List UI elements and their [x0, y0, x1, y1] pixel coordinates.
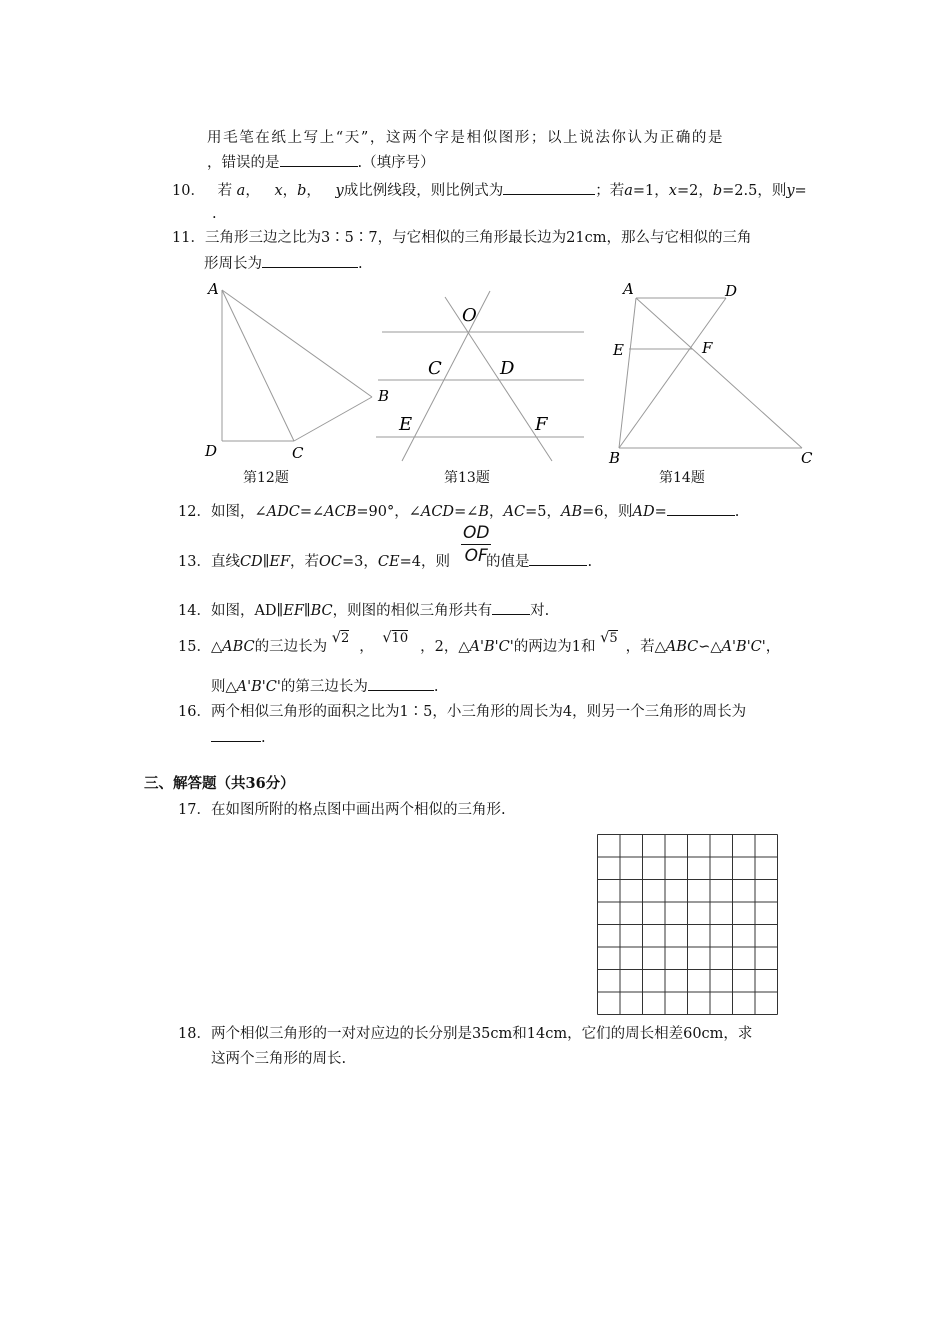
fig13-label-o: O: [462, 305, 477, 326]
fig12-label-d: D: [205, 442, 218, 460]
fig13-label-c: C: [428, 358, 442, 379]
q15-sqrt5: √5: [600, 630, 618, 646]
q14-line: 14．如图，AD∥EF∥BC，则图的相似三角形共有 对.: [178, 600, 549, 621]
fig13-caption: 第13题: [444, 470, 490, 486]
q17-line: 17．在如图所附的格点图中画出两个相似的三角形.: [178, 802, 506, 818]
q11-perimeter-blank[interactable]: [262, 253, 358, 268]
q15-line1: 15．△ABC的三边长为 √2， √10，2，△A'B'C'的两边为1和 √5，若△ABC∽△A'B'C'，: [178, 630, 781, 655]
q18-line2: 这两个三角形的周长.: [211, 1051, 347, 1067]
q13-fraction: [461, 522, 491, 567]
fig12-line-ac: [222, 290, 294, 441]
figure-14: [600, 278, 825, 468]
q11-line2: 形周长为 .: [204, 253, 363, 274]
section-3-title: 三、解答题（共36分）: [144, 775, 295, 792]
fig14-caption: 第14题: [659, 470, 705, 486]
q15-sqrt2: √2: [331, 630, 350, 646]
q9-wrong-blank[interactable]: [280, 152, 358, 167]
fig14-label-a: A: [623, 280, 634, 298]
fig14-label-b: B: [609, 449, 621, 467]
figure-12: [200, 280, 390, 462]
q18-line1: 18．两个相似三角形的一对对应边的长分别是35cm和14cm，它们的周长相差60cm，求: [178, 1026, 753, 1042]
fig12-line-ab: [222, 290, 372, 397]
fig14-line-db: [619, 298, 726, 448]
q16-line1: 16．两个相似三角形的面积之比为1∶5，小三角形的周长为4，则另一个三角形的周长为: [178, 704, 747, 720]
q10-proportion-blank[interactable]: [503, 180, 595, 195]
q17-dot-grid[interactable]: [596, 833, 780, 1015]
fig13-label-d: D: [500, 358, 515, 379]
q12-line: 12．如图，∠ADC=∠ACB=90°，∠ACD=∠B，AC=5，AB=6，则AD= .: [178, 501, 739, 522]
q9-line1: 用毛笔在纸上写上“天”，这两个字是相似图形；以上说法你认为正确的是: [207, 130, 725, 146]
fig12-label-a: A: [208, 280, 219, 298]
q13-fraction-denominator: OF: [464, 546, 488, 566]
q15-line2: 则△A'B'C'的第三边长为 .: [211, 676, 438, 697]
fig12-caption: 第12题: [243, 470, 289, 486]
fig12-label-b: B: [378, 387, 390, 405]
q9-line2: ，错误的是 .（填序号）: [207, 152, 435, 173]
q10-line2: .: [212, 206, 217, 222]
fig13-label-e: E: [399, 414, 413, 435]
fig12-line-cb: [294, 397, 372, 441]
fig13-label-f: F: [535, 414, 548, 435]
fig12-label-c: C: [292, 444, 304, 462]
q11-line1: 11．三角形三边之比为3∶5∶7，与它相似的三角形最长边为21cm，那么与它相似的三角: [172, 230, 752, 246]
fig14-label-d: D: [725, 282, 738, 300]
fig14-line-ab: [619, 298, 636, 448]
q15-sqrt10: √10: [382, 630, 409, 646]
q10-line1: 10． 若 a， x，b， y成比例线段，则比例式为 ；若a=1，x=2，b=2.5，则y=: [172, 180, 807, 201]
q14-count-blank[interactable]: [492, 600, 530, 615]
fig13-line-oe: [402, 291, 490, 461]
q12-ad-blank[interactable]: [667, 501, 735, 516]
fig14-label-f: F: [702, 339, 713, 357]
q13-line: 13．直线CD∥EF，若OC=3，CE=4，则 的值是 .: [178, 551, 592, 572]
fig14-label-c: C: [801, 449, 813, 467]
q16-perimeter-blank[interactable]: [211, 727, 261, 742]
q15-side-blank[interactable]: [368, 676, 434, 691]
q16-line2: .: [211, 727, 266, 748]
fig14-label-e: E: [613, 341, 624, 359]
q13-fraction-numerator: OD: [463, 523, 490, 543]
fig14-line-ac: [636, 298, 802, 448]
q13-value-blank[interactable]: [529, 551, 587, 566]
figure-13: [370, 285, 590, 470]
